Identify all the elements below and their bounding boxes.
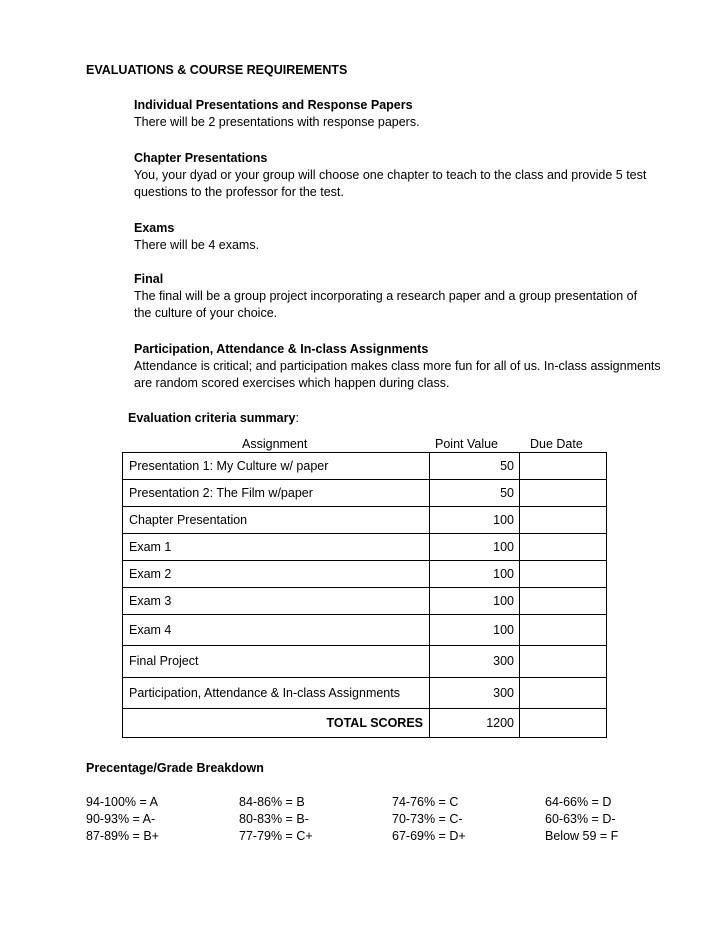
- assignment-due: [520, 678, 607, 709]
- section-title-exams: Exams: [134, 221, 175, 235]
- assignment-points: 300: [430, 646, 520, 678]
- grade-item: 90-93% = A-: [86, 812, 156, 826]
- table-row: [123, 534, 607, 561]
- grade-item: 60-63% = D-: [545, 812, 616, 826]
- assignment-due: [520, 615, 607, 646]
- assignment-name: Exam 4: [123, 615, 430, 646]
- assignment-due: [520, 480, 607, 507]
- assignment-due: [520, 534, 607, 561]
- grade-item: 94-100% = A: [86, 795, 158, 809]
- total-value: 1200: [430, 709, 520, 738]
- column-header-points: Point Value: [435, 437, 499, 451]
- assignment-name: Presentation 2: The Film w/paper: [123, 480, 430, 507]
- column-header-due: Due Date: [530, 437, 583, 451]
- assignment-due: [520, 646, 607, 678]
- section-title-participation: Participation, Attendance & In-class Assignments: [134, 342, 429, 356]
- summary-title-text: Evaluation criteria summary: [128, 411, 296, 425]
- assignment-points: 100: [430, 561, 520, 588]
- grade-item: Below 59 = F: [545, 829, 619, 843]
- grade-item: 84-86% = B: [239, 795, 305, 809]
- section-text-participation-line1: Attendance is critical; and participation makes class more fun for all of us. In-class assignments: [134, 359, 661, 373]
- assignment-name: Exam 3: [123, 588, 430, 615]
- assignment-due: [520, 588, 607, 615]
- section-text-exams: There will be 4 exams.: [134, 238, 260, 252]
- assignment-due: [520, 507, 607, 534]
- grade-breakdown-title: Precentage/Grade Breakdown: [86, 761, 264, 775]
- total-row: [123, 709, 607, 738]
- table-row: [123, 615, 607, 646]
- section-text-chapter-line1: You, your dyad or your group will choose one chapter to teach to the class and provide 5 test: [134, 168, 647, 182]
- assignment-name: Exam 2: [123, 561, 430, 588]
- summary-title: [128, 410, 299, 427]
- assignment-name: Presentation 1: My Culture w/ paper: [123, 453, 430, 480]
- assignment-due: [520, 453, 607, 480]
- assignment-points: 50: [430, 453, 520, 480]
- assignment-points: 100: [430, 615, 520, 646]
- column-header-assignment: Assignment: [242, 437, 308, 451]
- assignment-points: 300: [430, 678, 520, 709]
- assignment-points: 100: [430, 507, 520, 534]
- grade-item: 80-83% = B-: [239, 812, 309, 826]
- page-heading: EVALUATIONS & COURSE REQUIREMENTS: [86, 63, 348, 77]
- grade-item: 74-76% = C: [392, 795, 459, 809]
- assignment-name: Final Project: [123, 646, 430, 678]
- table-row: [123, 646, 607, 678]
- table-row: [123, 480, 607, 507]
- grade-item: 87-89% = B+: [86, 829, 159, 843]
- section-text-participation-line2: are random scored exercises which happen during class.: [134, 376, 450, 390]
- assignment-name: Participation, Attendance & In-class Assignments: [123, 678, 430, 709]
- section-text-final-line1: The final will be a group project incorporating a research paper and a group presentation of: [134, 289, 638, 303]
- table-row: [123, 561, 607, 588]
- section-text-chapter-line2: questions to the professor for the test.: [134, 185, 344, 199]
- table-row: [123, 507, 607, 534]
- assignment-due: [520, 561, 607, 588]
- grade-item: 77-79% = C+: [239, 829, 313, 843]
- section-title-presentations: Individual Presentations and Response Papers: [134, 98, 413, 112]
- summary-title-colon: :: [295, 411, 299, 425]
- total-due-empty: [520, 709, 607, 738]
- assignment-points: 50: [430, 480, 520, 507]
- table-row: [123, 678, 607, 709]
- section-title-chapter: Chapter Presentations: [134, 151, 268, 165]
- grade-item: 64-66% = D: [545, 795, 612, 809]
- table-row: [123, 588, 607, 615]
- assignment-name: Exam 1: [123, 534, 430, 561]
- evaluation-summary-table: [122, 452, 607, 738]
- assignment-points: 100: [430, 588, 520, 615]
- total-label: TOTAL SCORES: [123, 709, 430, 738]
- section-text-final-line2: the culture of your choice.: [134, 306, 278, 320]
- table-row: [123, 453, 607, 480]
- section-title-final: Final: [134, 272, 164, 286]
- grade-item: 67-69% = D+: [392, 829, 466, 843]
- assignment-name: Chapter Presentation: [123, 507, 430, 534]
- section-text-presentations: There will be 2 presentations with response papers.: [134, 115, 420, 129]
- grade-item: 70-73% = C-: [392, 812, 463, 826]
- assignment-points: 100: [430, 534, 520, 561]
